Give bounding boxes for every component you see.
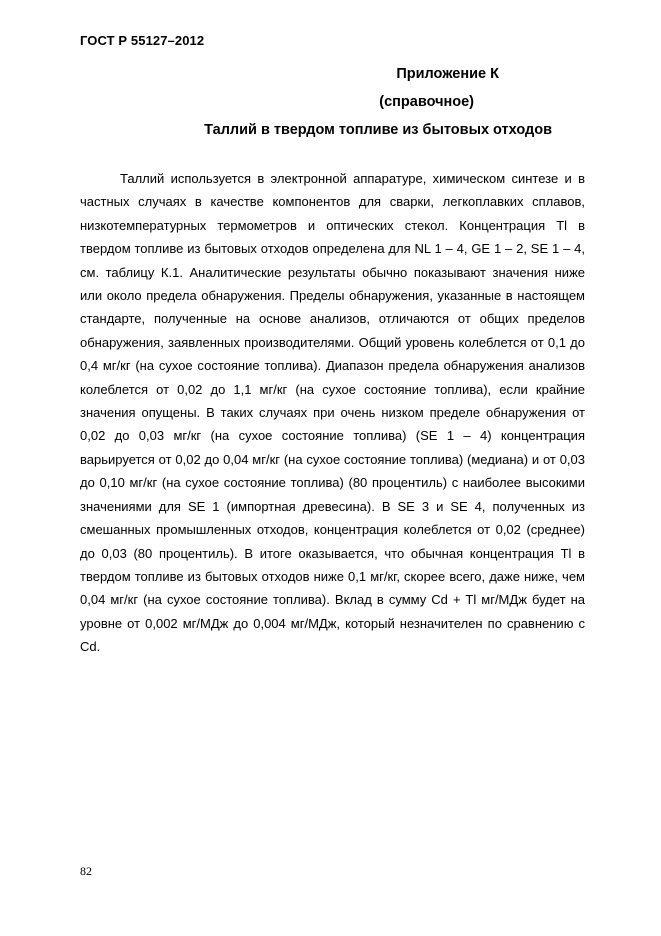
page-number: 82 xyxy=(80,864,92,878)
body-paragraph: Таллий используется в электронной аппаратуре, химическом синтезе и в частных случаях в качестве компонентов для сварки, легкоплавких сплавов, низкотемпературных термометров и оптических стекол. Концентрация Tl в твердом топливе из бытовых отходов определена для NL 1 – 4, GE 1 – 2, SE 1 – 4, см. таблицу К.1. Аналитические результаты обычно показывают значения ниже или около предела обнаружения. Пределы обнаружения, указанные в настоящем стандарте, полученные на основе анализов, отличаются от общих пределов обнаружения, заявленных производителями. Общий уровень колеблется от 0,1 до 0,4 мг/кг (на сухое состояние топлива). Диапазон предела обнаружения анализов колеблется от 0,02 до 1,1 мг/кг (на сухое состояние топлива), если крайние значения опущены. В таких случаях при очень низком пределе обнаружения от 0,02 до 0,03 мг/кг (на сухое состояние топлива) (SE 1 – 4) концентрация варьируется от 0,02 до 0,04 мг/кг (на сухое состояние топлива) (медиана) и от 0,03 до 0,10 мг/кг (на сухое состояние топлива) (80 процентиль) с наиболее высокими значениями для SE 1 (импортная древесина). В SE 3 и SE 4, полученных из смешанных промышленных отходов, концентрация колеблется от 0,02 (среднее) до 0,03 (80 процентиль). В итоге оказывается, что обычная концентрация Tl в твердом топливе из бытовых отходов ниже 0,1 мг/кг, скорее всего, даже ниже, чем 0,04 мг/кг (на сухое состояние топлива). Вклад в сумму Cd + Tl мг/МДж будет на уровне от 0,002 мг/МДж до 0,004 мг/МДж, который незначителен по сравнению с Cd. xyxy=(80,171,585,655)
document-code: ГОСТ Р 55127–2012 xyxy=(80,33,205,48)
appendix-title: Приложение К xyxy=(396,66,499,82)
appendix-subject: Таллий в твердом топливе из бытовых отходов xyxy=(204,122,552,138)
appendix-status: (справочное) xyxy=(379,94,474,110)
